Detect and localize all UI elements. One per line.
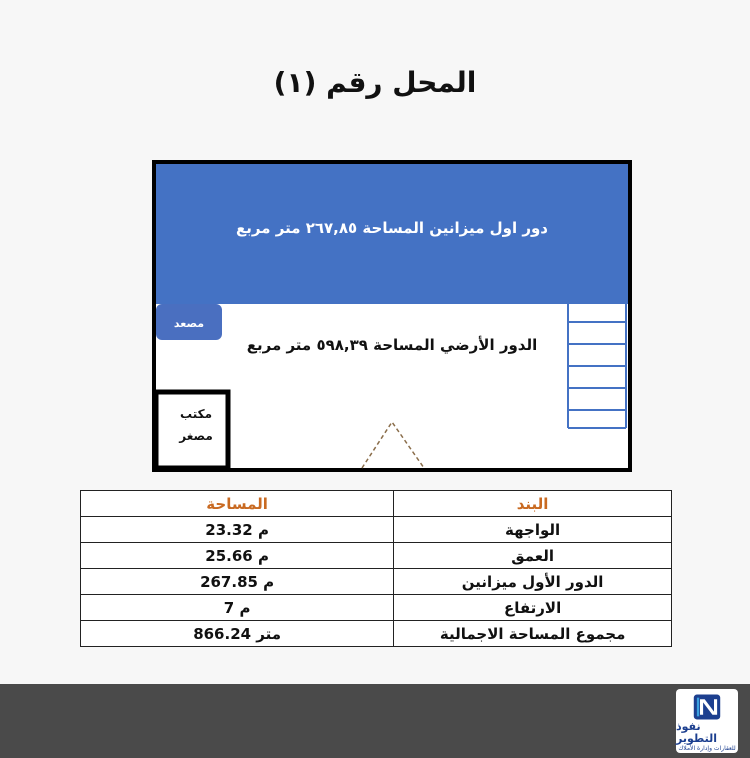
nufooz-logo-icon [688,693,726,721]
row-item: الواجهة [394,517,672,543]
table-header-row [81,491,672,517]
specs-table [80,490,672,647]
row-item: الارتفاع [394,595,672,621]
table-row [81,517,672,543]
footer-bar [0,684,750,758]
row-item: مجموع المساحة الاجمالية [394,621,672,647]
office-label-line1: مكتب [179,407,213,421]
row-item: العمق [394,543,672,569]
elevator-label: مصعد [173,317,205,330]
logo-subtitle: للعقارات وإدارة الأملاك [678,745,736,752]
header-value: المساحة [81,491,394,517]
page-title: المحل رقم (١) [273,66,477,99]
ground-floor-label: الدور الأرضي المساحة ٥٩٨,٣٩ متر مربع [246,336,538,354]
mezzanine-label: دور اول ميزانين المساحة ٢٦٧,٨٥ متر مربع [236,219,548,237]
row-value: 866.24 متر [81,621,394,647]
row-value: 23.32 م [81,517,394,543]
stairs [568,304,626,428]
office-label-line2: مصغر [179,429,213,443]
brand-logo [676,689,738,753]
table-row [81,595,672,621]
logo-name: نفوذ التطوير [676,720,717,745]
row-value: 267.85 م [81,569,394,595]
row-item: الدور الأول ميزانين [394,569,672,595]
table-row [81,621,672,647]
table-row [81,569,672,595]
table-row [81,543,672,569]
header-item: البند [394,491,672,517]
floor-plan [152,160,632,472]
row-value: 7 م [81,595,394,621]
row-value: 25.66 م [81,543,394,569]
